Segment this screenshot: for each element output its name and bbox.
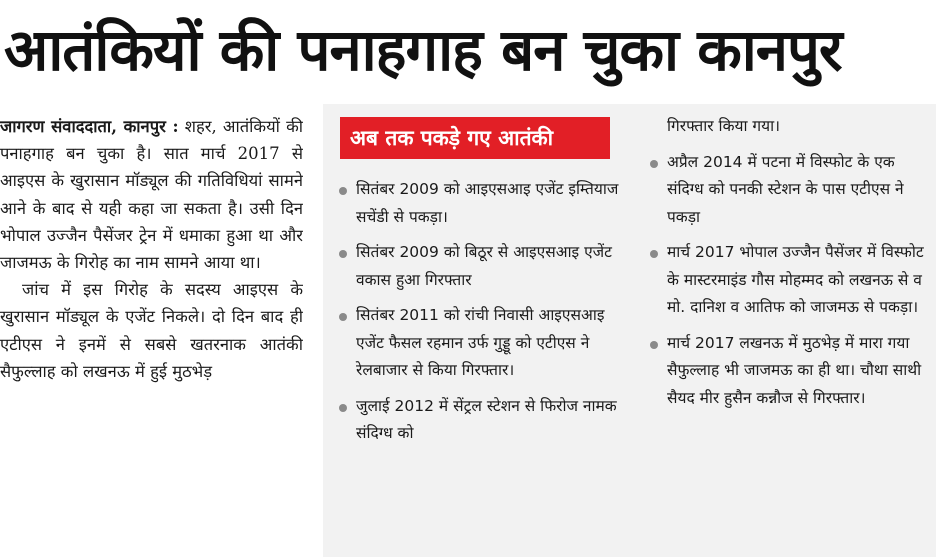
bullet-icon [650,250,658,258]
bullet-icon [339,313,347,321]
bullet-icon [339,187,347,195]
article-paragraph-2: जांच में इस गिरोह के सदस्य आइएस के खुरासान मॉड्यूल के एजेंट निकले। दो दिन बाद ही एटीएस ने इनमें से सबसे खतरनाक आतंकी सैफुल्लाह को लखनऊ में हुई मुठभेड़ [0,280,303,381]
bullet-icon [650,341,658,349]
list-item-continuation: गिरफ्तार किया गया। [667,117,781,135]
list-item [649,330,929,413]
byline: जागरण संवाददाता, कानपुर : [0,117,179,136]
list-item-text: सितंबर 2009 को बिठूर से आइएसआइ एजेंट वकास हुआ गिरफ्तार [356,243,612,289]
list-item-text: सितंबर 2009 को आइएसआइ एजेंट इम्तियाज सचेंडी से पकड़ा। [356,180,619,226]
bullet-icon [339,404,347,412]
list-item-text: मार्च 2017 लखनऊ में मुठभेड़ में मारा गया सैफुल्लाह भी जाजमऊ का ही था। चौथा साथी सैयद मीर हुसैन कन्नौज से गिरफ्तार। [667,333,922,407]
list-item [649,239,929,322]
bullet-icon [650,160,658,168]
list-item [338,239,628,294]
article-text-1: शहर, आतंकियों की पनाहगाह बन चुका है। सात मार्च 2017 से आइएस के खुरासान मॉड्यूल की गतिविधियां सामने आने के बाद से यही कहा जा सकता है। उसी दिन भोपाल उज्जैन पैसेंजर ट्रेन में धमाका हुआ था और जाजमऊ के गिरोह का नाम सामने आया था। [0,117,303,273]
headline: आतंकियों की पनाहगाह बन चुका कानपुर [4,16,842,84]
article-body [0,113,303,557]
list-item [649,149,929,232]
list-item-text: अप्रैल 2014 में पटना में विस्फोट के एक संदिग्ध को पनकी स्टेशन के पास एटीएस ने पकड़ा [667,152,904,226]
list-item [338,393,628,448]
bullet-icon [339,250,347,258]
list-item-text: जुलाई 2012 में सेंट्रल स्टेशन से फिरोज नामक संदिग्ध को [356,396,617,442]
list-item-text: मार्च 2017 भोपाल उज्जैन पैसेंजर में विस्फोट के मास्टरमाइंड गौस मोहम्मद को लखनऊ से व मो. दानिश व आतिफ को जाजमऊ से पकड़ा। [667,243,924,316]
arrests-list-column-2 [649,113,929,420]
arrests-list-column-1 [338,176,628,456]
list-item [338,302,628,385]
sidebar-title: अब तक पकड़े गए आतंकी [340,117,610,159]
list-item-text: सितंबर 2011 को रांची निवासी आइएसआइ एजेंट फैसल रहमान उर्फ गुड्डू को एटीएस ने रेलबाजार से किया गिरफ्तार। [356,306,605,379]
list-item [338,176,628,231]
article-paragraph-1 [0,113,303,276]
